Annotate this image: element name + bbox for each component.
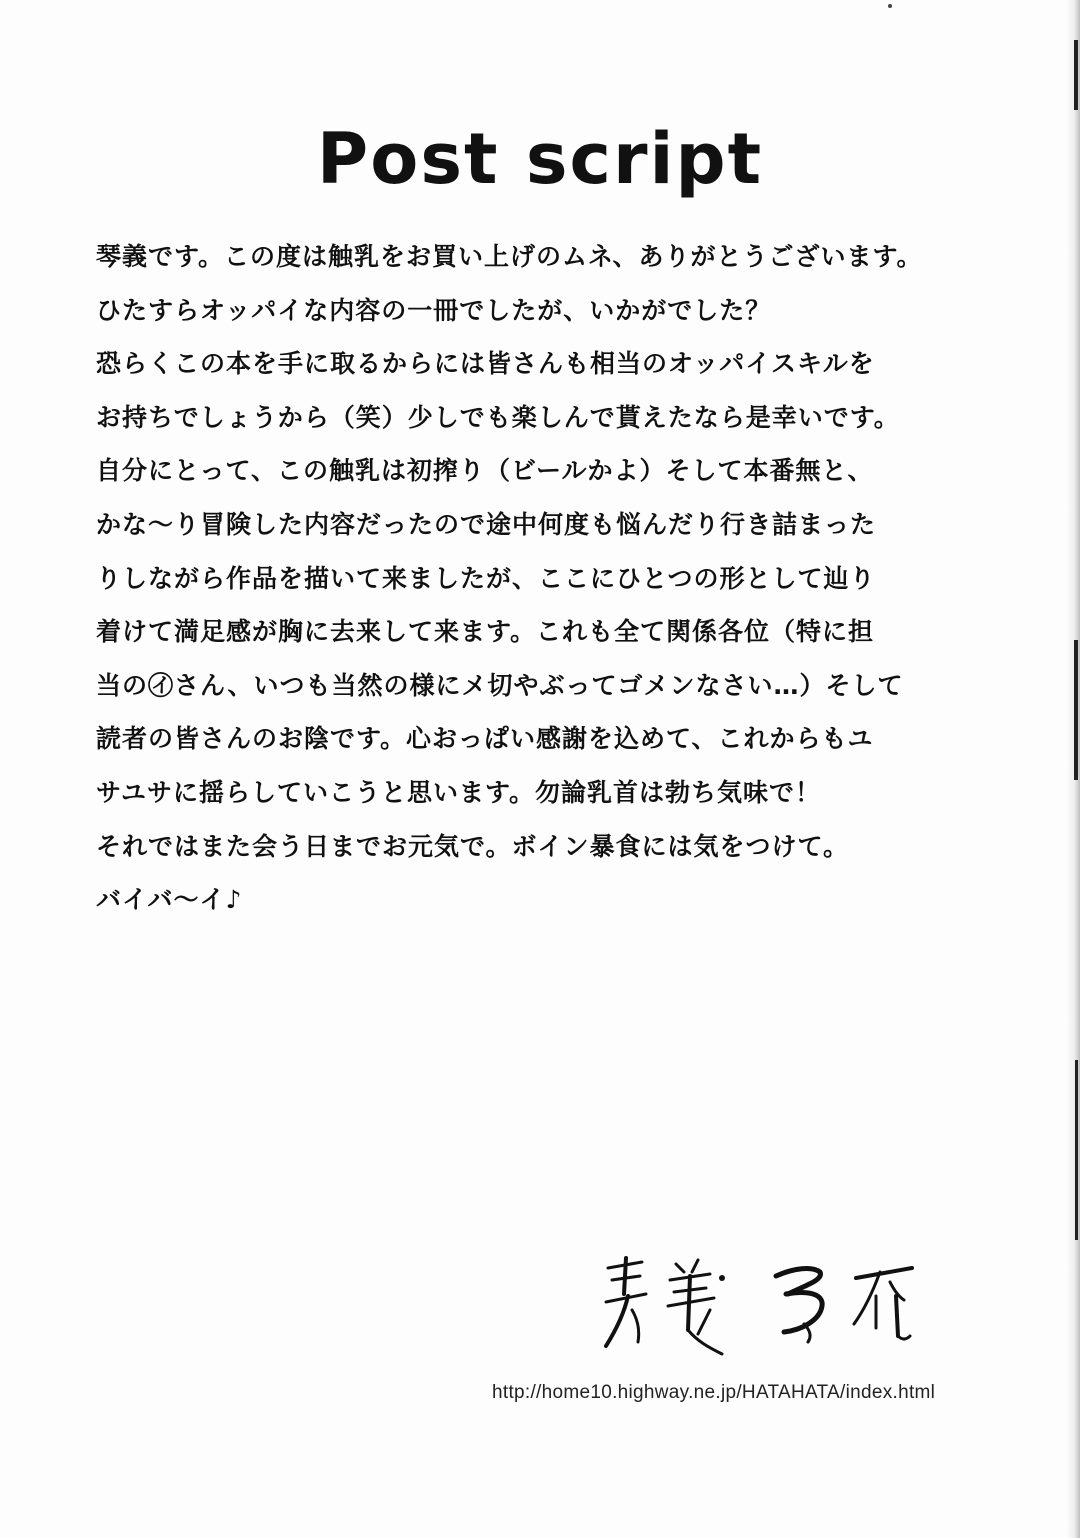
page-edge-mark: [1075, 1060, 1078, 1240]
dust-speck: [888, 4, 892, 8]
body-line: 当の㋑さん、いつも当然の様にメ切やぶってゴメンなさい…）そして: [96, 670, 904, 700]
postscript-body: [96, 230, 996, 927]
body-line: 読者の皆さんのお陰です。心おっぱい感謝を込めて、これからもユ: [96, 724, 874, 754]
body-line: バイバ〜イ♪: [96, 885, 243, 915]
body-line: かな〜り冒険した内容だったので途中何度も悩んだり行き詰まった: [96, 509, 877, 539]
body-line: サユサに揺らしていこうと思います。勿論乳首は勃ち気味で！: [96, 777, 822, 807]
body-line: りしながら作品を描いて来ましたが、ここにひとつの形として辿り: [96, 563, 876, 593]
body-line: ひたすらオッパイな内容の一冊でしたが、いかがでした？: [96, 295, 772, 325]
page-edge-mark: [1074, 640, 1078, 780]
page-edge-mark: [1074, 40, 1078, 110]
page-title: Post script: [316, 118, 764, 200]
body-line: 着けて満足感が胸に去来して来ます。これも全て関係各位（特に担: [96, 617, 875, 647]
body-line: 琴義です。この度は触乳をお買い上げのムネ、ありがとうございます。: [96, 242, 923, 271]
body-line: 恐らくこの本を手に取るからには皆さんも相当のオッパイスキルを: [96, 349, 875, 379]
body-line: お持ちでしょうから（笑）少しでも楽しんで貰えたなら是幸いです。: [96, 402, 900, 432]
website-url[interactable]: http://home10.highway.ne.jp/HATAHATA/index.html: [492, 1382, 936, 1403]
body-line: それではまた会う日までお元気で。ボイン暴食には気をつけて。: [96, 831, 850, 861]
handwritten-signature: [598, 1250, 938, 1360]
body-line: 自分にとって、この触乳は初搾り（ビールかよ）そして本番無と、: [96, 456, 874, 486]
